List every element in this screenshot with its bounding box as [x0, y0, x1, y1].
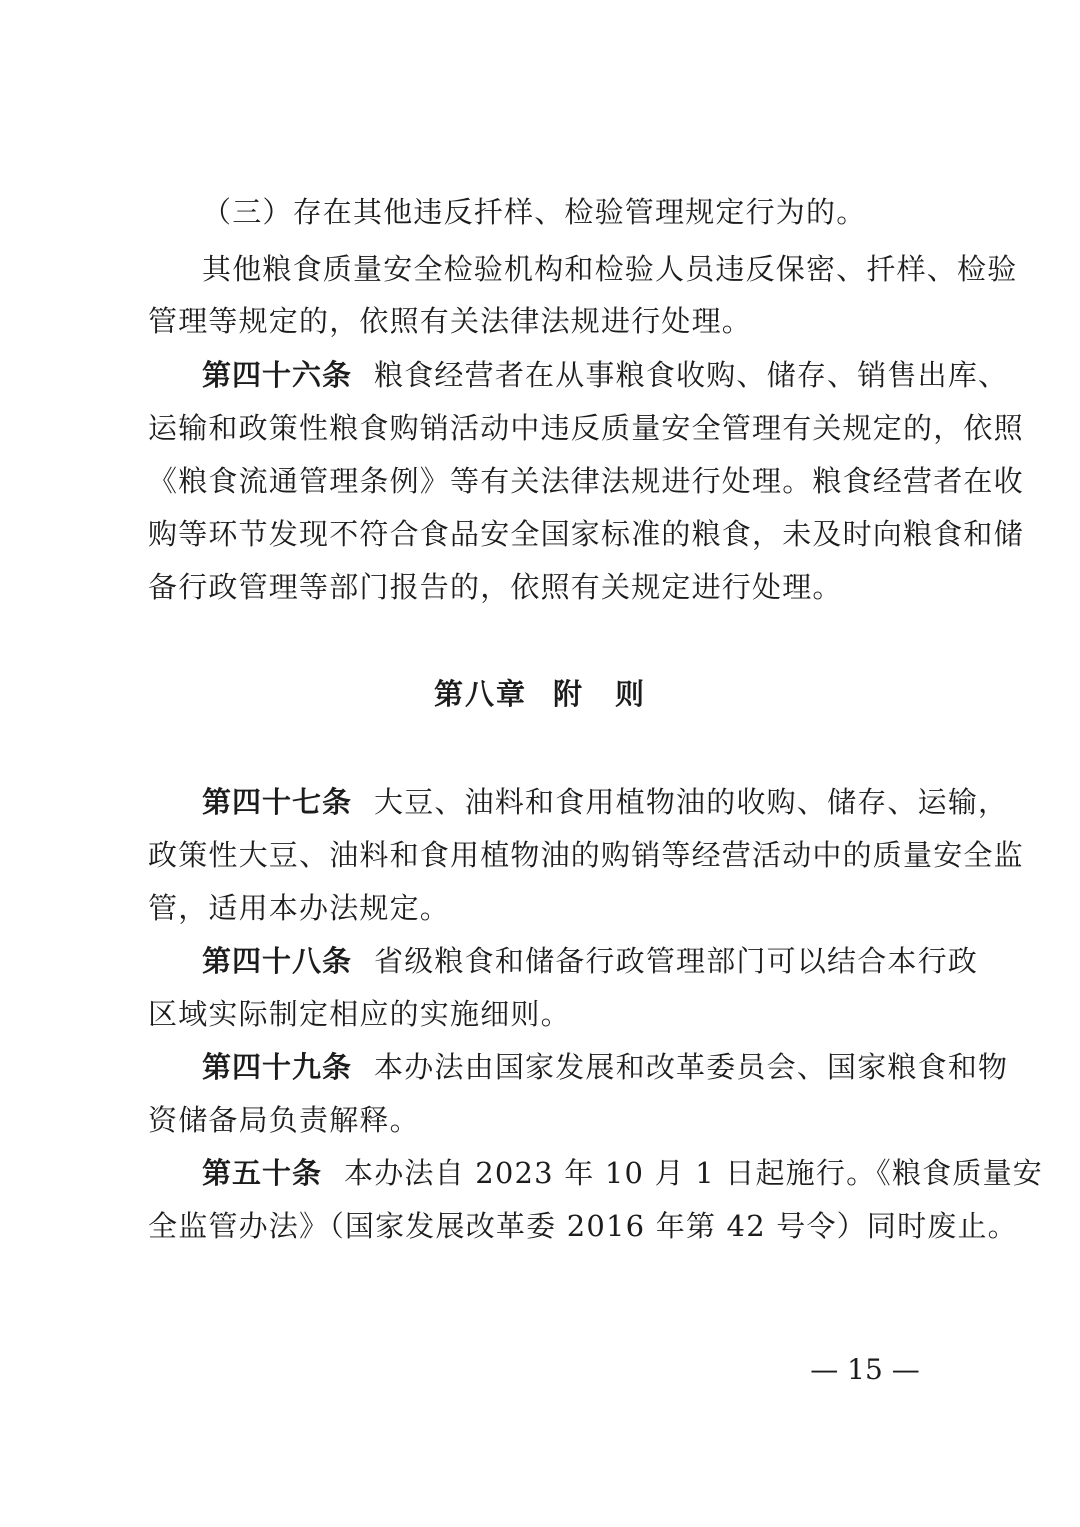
- article-48-line-1: [202, 935, 979, 987]
- article-46-line-2: [148, 402, 1024, 454]
- article-46-line-5: [148, 561, 938, 613]
- article-47-line-2: [148, 829, 1024, 881]
- text-line: 本办法自 2023 年 10 月 1 日起施行。《粮食质量安: [344, 1156, 1043, 1190]
- chapter-heading: [0, 668, 1080, 720]
- text-line: 大豆、油料和食用植物油的收购、储存、运输，: [374, 785, 1009, 819]
- text-line: 管，适用本办法规定。: [148, 891, 451, 925]
- text-line: 运输和政策性粮食购销活动中违反质量安全管理有关规定的，依照: [148, 411, 1024, 445]
- text-line: 省级粮食和储备行政管理部门可以结合本行政: [374, 944, 979, 978]
- article-46-line-4: [148, 508, 1024, 560]
- article-47-line-3: [148, 882, 938, 934]
- text-line: 政策性大豆、油料和食用植物油的购销等经营活动中的质量安全监: [148, 838, 1024, 872]
- chapter-title: 附 则: [553, 677, 647, 711]
- text-line: 全监管办法》（国家发展改革委 2016 年第 42 号令）同时废止。: [148, 1209, 1018, 1243]
- article-49-label: 第四十九条: [202, 1050, 353, 1084]
- article-46-line-3: [148, 455, 1024, 507]
- article-50-label: 第五十条: [202, 1156, 323, 1190]
- text-line: 本办法由国家发展和改革委员会、国家粮食和物: [374, 1050, 1009, 1084]
- article-48-label: 第四十八条: [202, 944, 353, 978]
- text-line: 资储备局负责解释。: [148, 1103, 420, 1137]
- page-number: — 15 —: [810, 1353, 920, 1386]
- text-line: 粮食经营者在从事粮食收购、储存、销售出库、: [374, 358, 1009, 392]
- chapter-number: 第八章: [433, 677, 527, 711]
- text-line: 购等环节发现不符合食品安全国家标准的粮食，未及时向粮食和储: [148, 517, 1024, 551]
- article-47-label: 第四十七条: [202, 785, 353, 819]
- text-line: 《粮食流通管理条例》等有关法律法规进行处理。粮食经营者在收: [148, 464, 1024, 498]
- article-46-line-1: [202, 349, 1009, 401]
- article-48-line-2: [148, 988, 938, 1040]
- text-line: 备行政管理等部门报告的，依照有关规定进行处理。: [148, 570, 843, 604]
- article-46-label: 第四十六条: [202, 358, 353, 392]
- text-line: 其他粮食质量安全检验机构和检验人员违反保密、扦样、检验: [202, 252, 1018, 286]
- paragraph-other-line-2: [148, 295, 938, 347]
- paragraph-other-line-1: [202, 243, 1018, 295]
- article-50-line-2: [148, 1200, 1018, 1252]
- paragraph-item-3: [202, 186, 938, 238]
- article-50-line-1: [202, 1147, 1043, 1199]
- article-49-line-1: [202, 1041, 1009, 1093]
- article-49-line-2: [148, 1094, 938, 1146]
- text-line: （三）存在其他违反扦样、检验管理规定行为的。: [202, 195, 867, 229]
- article-47-line-1: [202, 776, 1009, 828]
- text-line: 管理等规定的，依照有关法律法规进行处理。: [148, 304, 753, 338]
- text-line: 区域实际制定相应的实施细则。: [148, 997, 571, 1031]
